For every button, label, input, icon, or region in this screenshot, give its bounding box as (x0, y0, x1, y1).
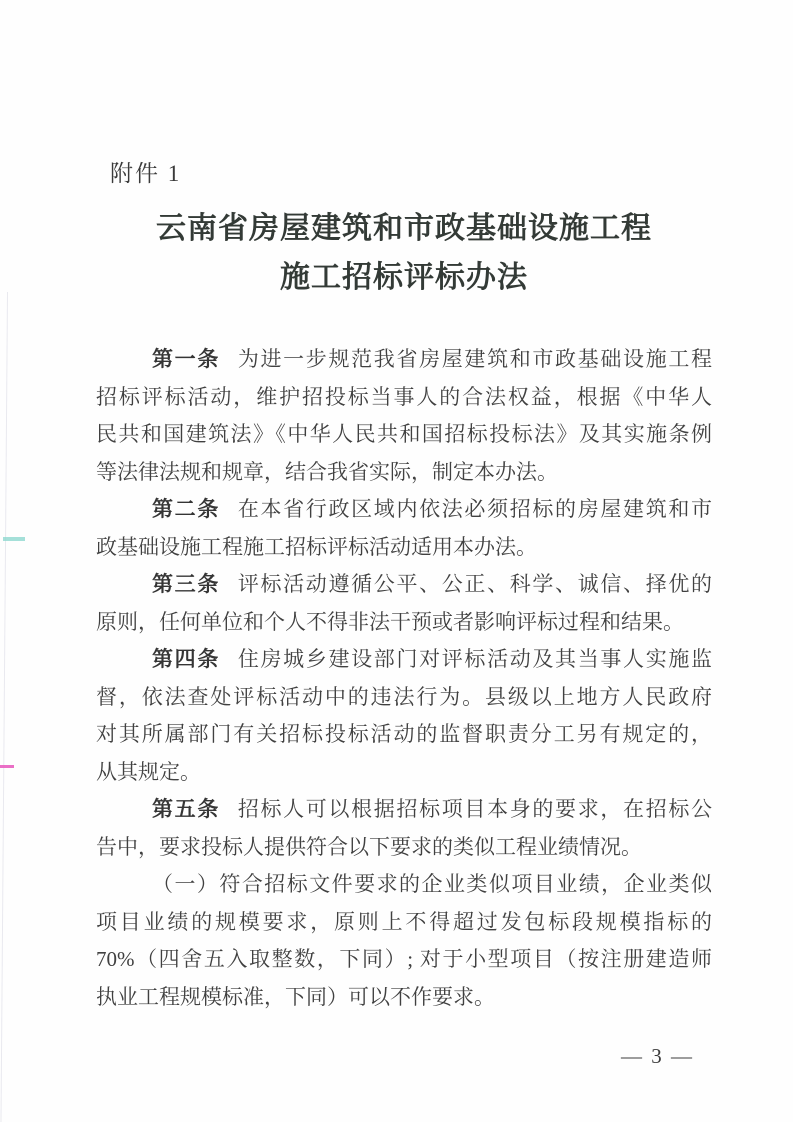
line-text: （一）符合招标文件要求的企业类似项目业绩，企业类似 (152, 872, 712, 896)
paragraph-line: 招标评标活动，维护招投标当事人的合法权益，根据《中华人 (96, 384, 712, 409)
article-number: 第五条 (152, 797, 220, 821)
line-text: 在本省行政区域内依法必须招标的房屋建筑和市 (237, 497, 713, 521)
paragraph-line: 督，依法查处评标活动中的违法行为。县级以上地方人民政府 (96, 684, 712, 709)
paragraph-line: 政基础设施工程施工招标评标活动适用本办法。 (96, 534, 537, 559)
scan-artifact-magenta-tick (0, 765, 14, 768)
document-body (96, 341, 712, 1016)
paragraph-line: 执业工程规模标准，下同）可以不作要求。 (96, 984, 495, 1009)
paragraph-line (96, 791, 712, 829)
paragraph-line (96, 491, 712, 529)
article-number: 第一条 (152, 347, 220, 371)
line-text: 评标活动遵循公平、公正、科学、诚信、择优的 (237, 572, 713, 596)
paragraph-line (96, 566, 712, 604)
article-paragraph-2 (96, 491, 712, 566)
paragraph-line: 从其规定。 (96, 759, 201, 784)
scan-artifact-vertical-line (0, 292, 8, 1122)
line-text: 为进一步规范我省房屋建筑和市政基础设施工程 (237, 347, 713, 371)
paragraph-line: 民共和国建筑法》《中华人民共和国招标投标法》及其实施条例 (96, 422, 712, 446)
paragraph-line: 等法律法规和规章，结合我省实际，制定本办法。 (96, 459, 558, 484)
paragraph-line (96, 866, 712, 904)
title-line-2: 施工招标评标办法 (280, 261, 528, 294)
paragraph-line: 原则，任何单位和个人不得非法干预或者影响评标过程和结果。 (96, 609, 684, 634)
paragraph-line: 70%（四舍五入取整数，下同）; 对于小型项目（按注册建造师 (96, 947, 712, 971)
paragraph-line (96, 641, 712, 679)
article-number: 第四条 (152, 647, 220, 671)
line-text: 住房城乡建设部门对评标活动及其当事人实施监 (237, 647, 713, 671)
attachment-label: 附件 1 (110, 161, 182, 186)
title-line-1: 云南省房屋建筑和市政基础设施工程 (156, 212, 652, 245)
article-paragraph-5 (96, 791, 712, 866)
paragraph-line: 告中，要求投标人提供符合以下要求的类似工程业绩情况。 (96, 834, 642, 859)
document-title (96, 204, 712, 302)
article-paragraph-1 (96, 341, 712, 491)
list-item-paragraph (96, 866, 712, 1016)
paragraph-line: 对其所属部门有关招标投标活动的监督职责分工另有规定的， (96, 722, 712, 746)
page-number: — 3 — (621, 1044, 694, 1068)
article-number: 第三条 (152, 572, 220, 596)
paragraph-line: 项目业绩的规模要求，原则上不得超过发包标段规模指标的 (96, 909, 712, 934)
line-text: 招标人可以根据招标项目本身的要求，在招标公 (237, 797, 713, 821)
paragraph-line (96, 341, 712, 379)
article-number: 第二条 (152, 497, 220, 521)
article-paragraph-4 (96, 641, 712, 791)
article-paragraph-3 (96, 566, 712, 641)
scan-artifact-cyan-tick (3, 537, 25, 541)
